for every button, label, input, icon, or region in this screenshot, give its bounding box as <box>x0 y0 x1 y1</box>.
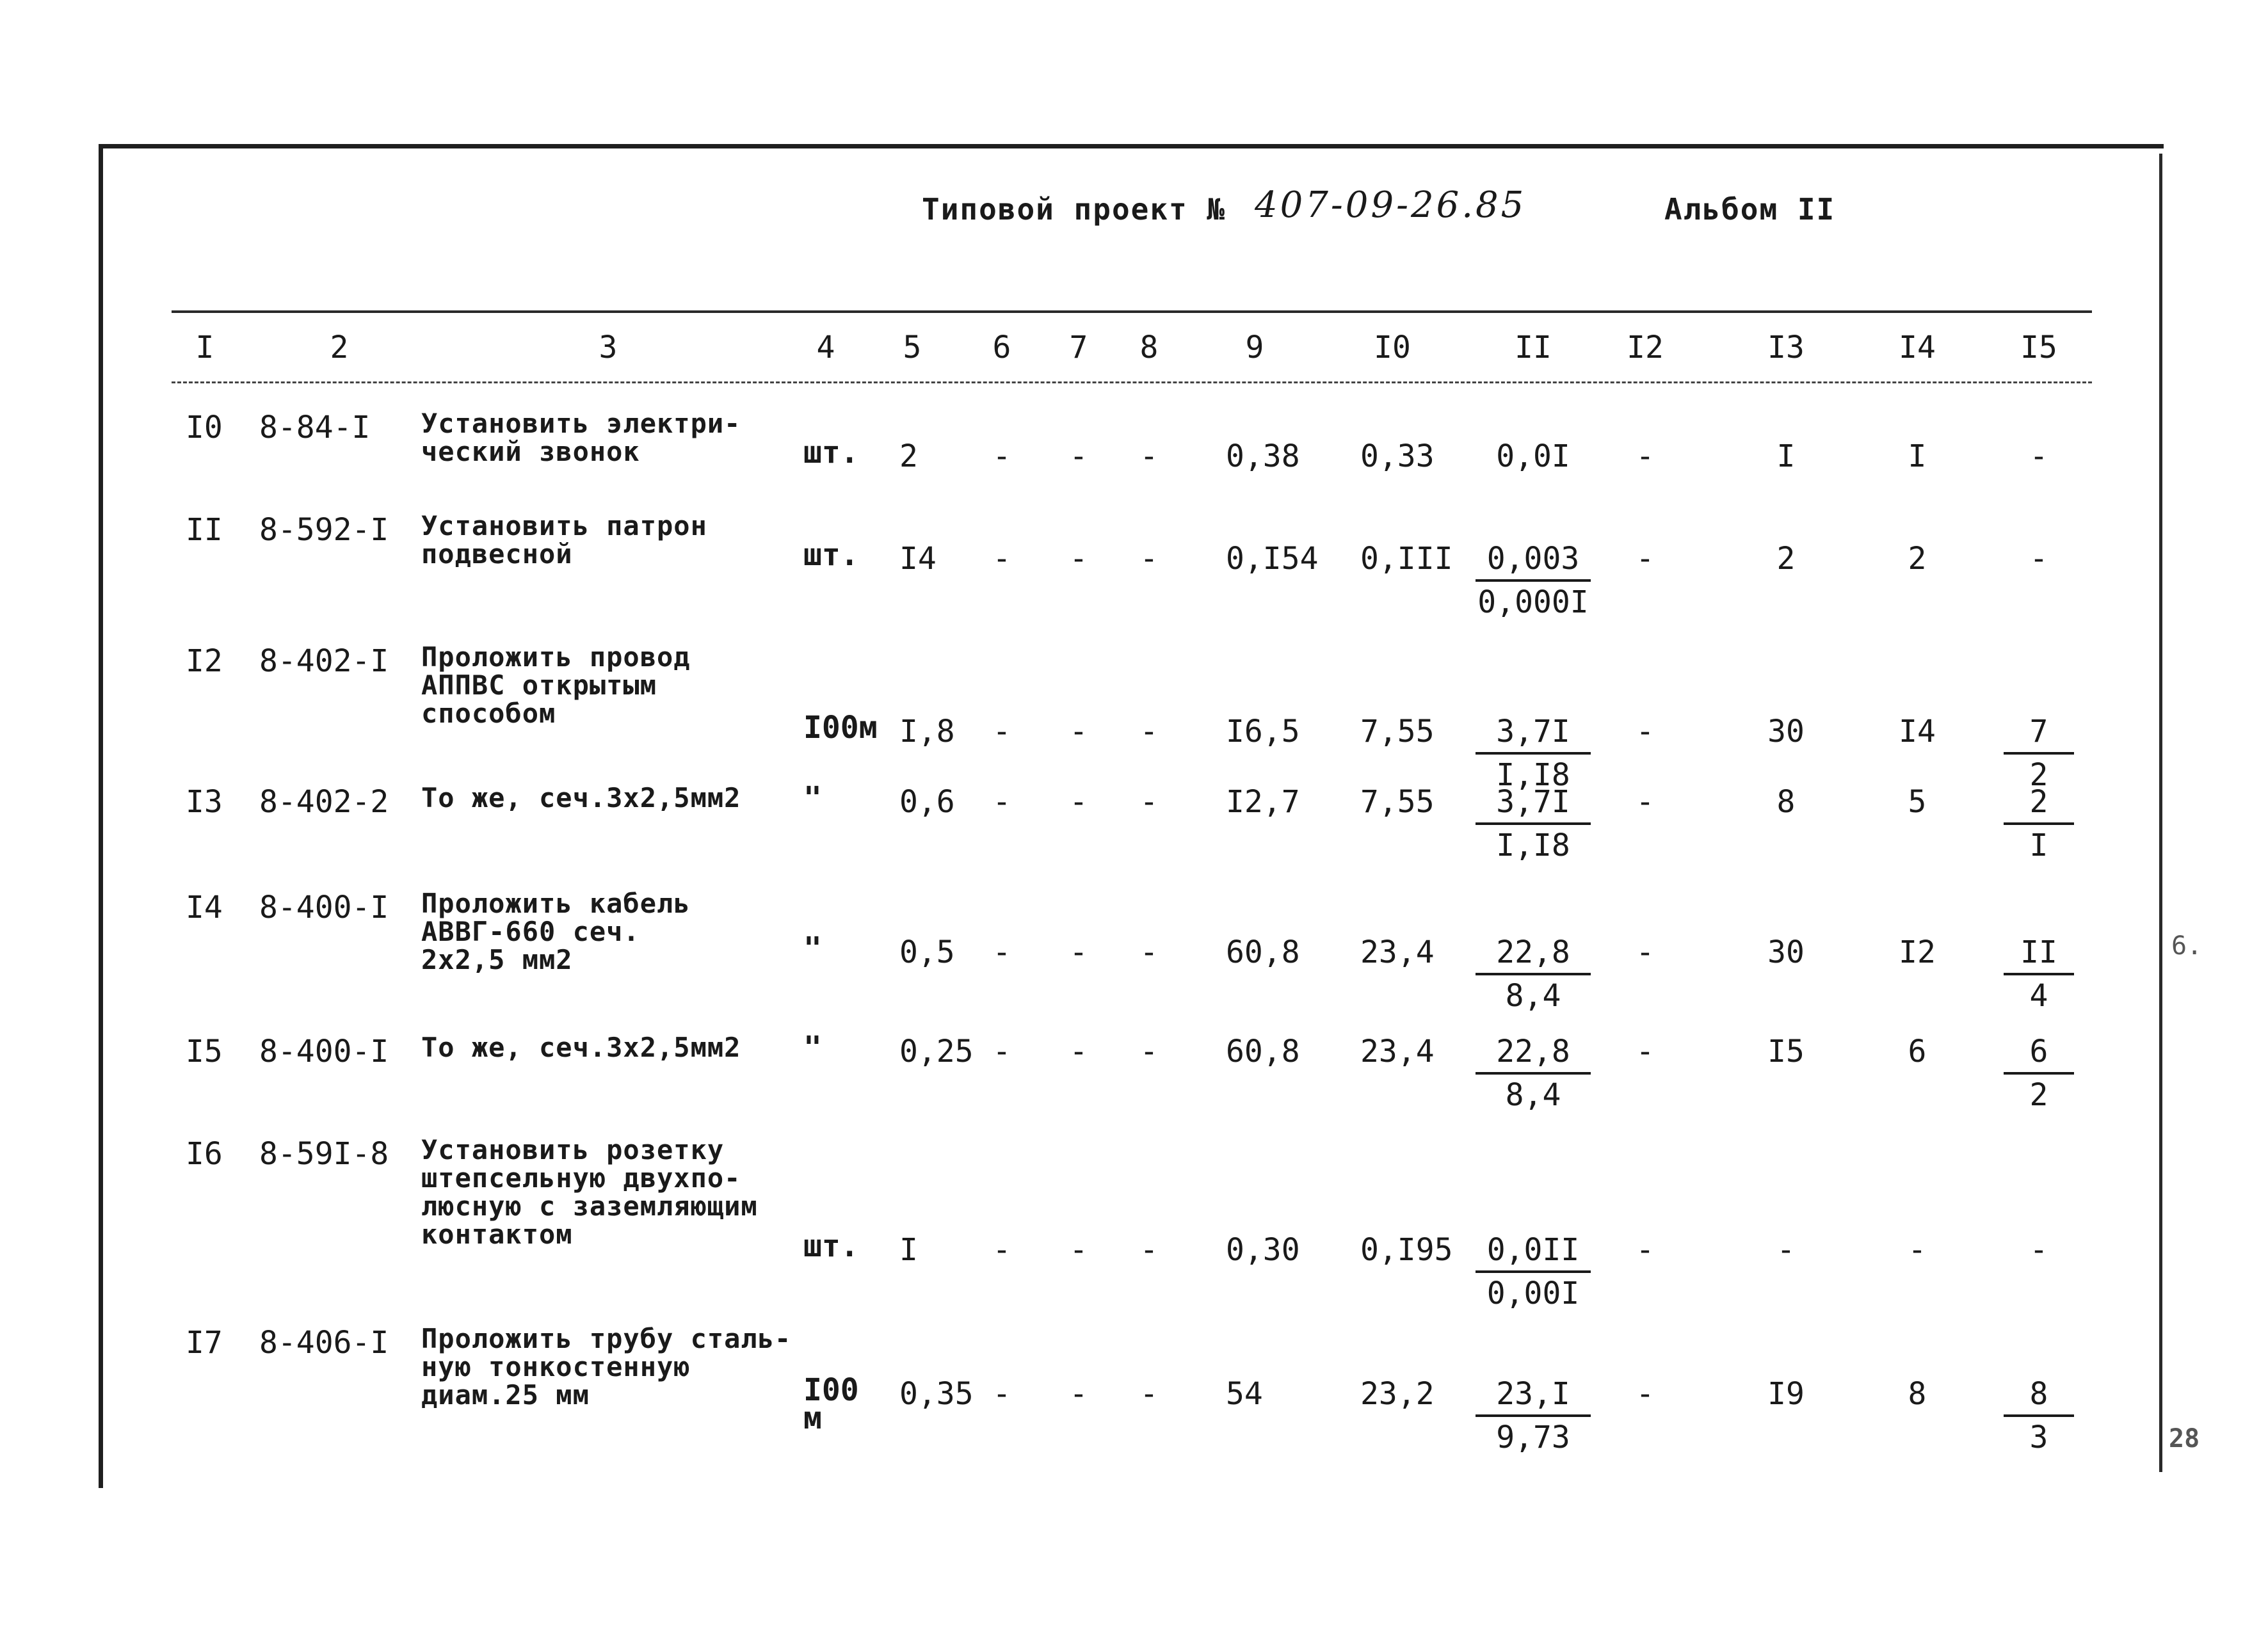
row-col-11-denominator: 8,4 <box>1505 1077 1561 1113</box>
row-unit: " <box>803 1030 822 1066</box>
row-col-15-numerator: - <box>2029 541 2048 577</box>
row-quantity: 0,6 <box>899 784 955 820</box>
row-col-8: - <box>1139 541 1159 577</box>
row-col-8: - <box>1139 1232 1159 1268</box>
row-col-8: - <box>1139 934 1159 970</box>
row-col-8: - <box>1139 1034 1159 1069</box>
row-col-9: 54 <box>1226 1376 1263 1412</box>
margin-mark: 6. <box>2171 931 2203 961</box>
row-col-13: I9 <box>1767 1376 1805 1412</box>
row-description: Проложить провод АППВС открытым способом <box>421 641 691 729</box>
row-col-10: 0,I95 <box>1360 1232 1453 1268</box>
row-unit: шт. <box>803 435 859 470</box>
row-col-14: I <box>1908 438 1927 474</box>
album-label: Альбом II <box>1664 192 1836 227</box>
row-col-15 <box>2004 538 2074 579</box>
row-col-10: 0,III <box>1360 541 1453 577</box>
column-header-1: I <box>195 330 214 365</box>
row-description: Установить розетку штепсельную двухпо- люсную с заземляющим контактом <box>421 1134 758 1250</box>
row-col-11 <box>1476 538 1591 623</box>
row-col-15-numerator: - <box>2029 1232 2048 1268</box>
column-header-5: 5 <box>903 330 922 365</box>
row-unit: " <box>803 931 822 966</box>
column-header-7: 7 <box>1069 330 1088 365</box>
row-col-10: 7,55 <box>1360 784 1435 820</box>
row-col-14: I2 <box>1899 934 1936 970</box>
row-col-9: 0,38 <box>1226 438 1300 474</box>
row-col-7: - <box>1069 438 1088 474</box>
row-col-15-numerator: 7 <box>2004 711 2074 755</box>
row-col-15-denominator: 4 <box>2029 978 2048 1014</box>
row-col-11 <box>1476 436 1591 477</box>
row-col-15-denominator: I <box>2029 828 2048 863</box>
row-col-15 <box>2004 932 2074 1016</box>
row-col-8: - <box>1139 438 1159 474</box>
row-col-6: - <box>992 1232 1011 1268</box>
column-header-8: 8 <box>1139 330 1159 365</box>
project-number: 407-09-26.85 <box>1255 184 1527 226</box>
row-col-11 <box>1476 781 1591 866</box>
row-col-13: 2 <box>1776 541 1796 577</box>
column-header-4: 4 <box>816 330 835 365</box>
row-quantity: 2 <box>899 438 918 474</box>
column-header-15: I5 <box>2020 330 2057 365</box>
row-col-7: - <box>1069 1376 1088 1412</box>
row-quantity: I,8 <box>899 714 955 749</box>
row-number: I6 <box>186 1136 223 1172</box>
frame-left-border <box>99 144 103 1488</box>
row-col-15 <box>2004 1373 2074 1458</box>
row-unit: " <box>803 780 822 816</box>
row-col-9: I2,7 <box>1226 784 1300 820</box>
row-col-13: - <box>1776 1232 1796 1268</box>
row-col-15 <box>2004 1229 2074 1270</box>
row-col-15 <box>2004 1031 2074 1116</box>
row-col-13: 8 <box>1776 784 1796 820</box>
row-col-10: 23,4 <box>1360 1034 1435 1069</box>
row-col-12: - <box>1636 784 1655 820</box>
row-col-11 <box>1476 1373 1591 1458</box>
frame-top-border <box>101 144 2164 148</box>
row-col-7: - <box>1069 1034 1088 1069</box>
row-col-7: - <box>1069 934 1088 970</box>
row-col-6: - <box>992 1376 1011 1412</box>
table-header-rule <box>172 381 2092 383</box>
row-number: I7 <box>186 1325 223 1361</box>
margin-page-mark: 28 <box>2169 1424 2200 1453</box>
column-header-2: 2 <box>330 330 349 365</box>
row-col-11 <box>1476 1229 1591 1314</box>
row-col-7: - <box>1069 784 1088 820</box>
row-col-12: - <box>1636 438 1655 474</box>
row-description: То же, сеч.3х2,5мм2 <box>421 1032 741 1063</box>
row-quantity: 0,5 <box>899 934 955 970</box>
row-col-6: - <box>992 784 1011 820</box>
row-col-15 <box>2004 781 2074 866</box>
column-header-10: I0 <box>1374 330 1411 365</box>
row-description: Проложить трубу сталь- ную тонкостенную диам.25 мм <box>421 1323 792 1411</box>
row-quantity: I4 <box>899 541 937 577</box>
row-col-12: - <box>1636 934 1655 970</box>
project-label: Типовой проект № <box>922 192 1226 227</box>
row-code: 8-402-2 <box>259 784 389 820</box>
column-header-13: I3 <box>1767 330 1805 365</box>
row-col-15-numerator: II <box>2004 932 2074 975</box>
row-col-7: - <box>1069 1232 1088 1268</box>
row-col-13: I5 <box>1767 1034 1805 1069</box>
row-col-11-numerator: 3,7I <box>1476 711 1591 755</box>
row-col-6: - <box>992 714 1011 749</box>
row-col-7: - <box>1069 714 1088 749</box>
row-col-11-numerator: 22,8 <box>1476 932 1591 975</box>
row-description: Установить электри- ческий звонок <box>421 408 741 467</box>
row-col-6: - <box>992 934 1011 970</box>
row-quantity: 0,35 <box>899 1376 974 1412</box>
column-header-12: I2 <box>1627 330 1664 365</box>
row-col-6: - <box>992 1034 1011 1069</box>
row-number: I3 <box>186 784 223 820</box>
column-header-9: 9 <box>1245 330 1264 365</box>
row-col-11-numerator: 3,7I <box>1476 781 1591 825</box>
row-col-12: - <box>1636 541 1655 577</box>
row-col-13: 30 <box>1767 934 1805 970</box>
row-col-14: I4 <box>1899 714 1936 749</box>
row-col-15 <box>2004 436 2074 477</box>
row-col-11-denominator: I,I8 <box>1496 757 1570 793</box>
row-col-6: - <box>992 438 1011 474</box>
row-col-11 <box>1476 1031 1591 1116</box>
row-col-9: I6,5 <box>1226 714 1300 749</box>
row-number: I5 <box>186 1034 223 1069</box>
row-quantity: 0,25 <box>899 1034 974 1069</box>
row-code: 8-402-I <box>259 643 389 679</box>
row-col-12: - <box>1636 1034 1655 1069</box>
row-description: Проложить кабель АВВГ-660 сеч. 2х2,5 мм2 <box>421 888 691 975</box>
page-header <box>0 184 2268 236</box>
row-col-11-numerator: 0,003 <box>1476 538 1591 582</box>
row-col-11-denominator: 0,000I <box>1477 584 1589 620</box>
row-col-14: 5 <box>1908 784 1927 820</box>
row-col-15-numerator: 6 <box>2004 1031 2074 1075</box>
row-unit: шт. <box>803 537 859 573</box>
row-col-12: - <box>1636 1376 1655 1412</box>
row-col-14: 2 <box>1908 541 1927 577</box>
column-header-11: II <box>1515 330 1552 365</box>
row-col-10: 7,55 <box>1360 714 1435 749</box>
row-col-9: 60,8 <box>1226 1034 1300 1069</box>
column-header-3: 3 <box>599 330 618 365</box>
table-top-rule <box>172 310 2092 313</box>
row-code: 8-400-I <box>259 890 389 925</box>
row-col-11-denominator: 9,73 <box>1496 1420 1570 1455</box>
row-col-10: 0,33 <box>1360 438 1435 474</box>
row-col-11-numerator: 0,0I <box>1496 438 1570 474</box>
row-number: II <box>186 512 223 548</box>
row-col-10: 23,2 <box>1360 1376 1435 1412</box>
row-col-10: 23,4 <box>1360 934 1435 970</box>
row-col-15-numerator: 2 <box>2004 781 2074 825</box>
row-col-11-numerator: 22,8 <box>1476 1031 1591 1075</box>
row-col-11-numerator: 23,I <box>1476 1373 1591 1417</box>
row-col-12: - <box>1636 1232 1655 1268</box>
row-col-9: 0,I54 <box>1226 541 1319 577</box>
row-col-15-denominator: 2 <box>2029 1077 2048 1113</box>
row-quantity: I <box>899 1232 918 1268</box>
row-col-8: - <box>1139 714 1159 749</box>
row-unit: шт. <box>803 1228 859 1264</box>
row-col-11-denominator: I,I8 <box>1496 828 1570 863</box>
row-col-14: - <box>1908 1232 1927 1268</box>
row-description: Установить патрон подвесной <box>421 510 707 570</box>
row-code: 8-84-I <box>259 410 371 445</box>
row-code: 8-59I-8 <box>259 1136 389 1172</box>
row-col-8: - <box>1139 1376 1159 1412</box>
row-col-8: - <box>1139 784 1159 820</box>
row-col-11-denominator: 0,00I <box>1486 1276 1580 1311</box>
row-col-15-numerator: - <box>2029 438 2048 474</box>
frame-right-border <box>2159 154 2162 1472</box>
row-code: 8-400-I <box>259 1034 389 1069</box>
column-header-6: 6 <box>992 330 1011 365</box>
row-col-11 <box>1476 932 1591 1016</box>
row-col-9: 60,8 <box>1226 934 1300 970</box>
row-col-9: 0,30 <box>1226 1232 1300 1268</box>
row-code: 8-592-I <box>259 512 389 548</box>
row-col-15-denominator: 3 <box>2029 1420 2048 1455</box>
row-col-11-numerator: 0,0II <box>1476 1229 1591 1273</box>
row-col-6: - <box>992 541 1011 577</box>
row-col-14: 8 <box>1908 1376 1927 1412</box>
row-col-15-numerator: 8 <box>2004 1373 2074 1417</box>
row-code: 8-406-I <box>259 1325 389 1361</box>
row-unit: I00м <box>803 710 878 746</box>
row-number: I0 <box>186 410 223 445</box>
column-header-14: I4 <box>1899 330 1936 365</box>
row-col-13: I <box>1776 438 1796 474</box>
row-col-13: 30 <box>1767 714 1805 749</box>
row-col-7: - <box>1069 541 1088 577</box>
row-col-11-denominator: 8,4 <box>1505 978 1561 1014</box>
row-col-14: 6 <box>1908 1034 1927 1069</box>
row-description: То же, сеч.3х2,5мм2 <box>421 782 741 813</box>
row-col-15-denominator: 2 <box>2029 757 2048 793</box>
row-number: I2 <box>186 643 223 679</box>
row-col-12: - <box>1636 714 1655 749</box>
row-unit: I00 м <box>803 1372 859 1436</box>
row-number: I4 <box>186 890 223 925</box>
